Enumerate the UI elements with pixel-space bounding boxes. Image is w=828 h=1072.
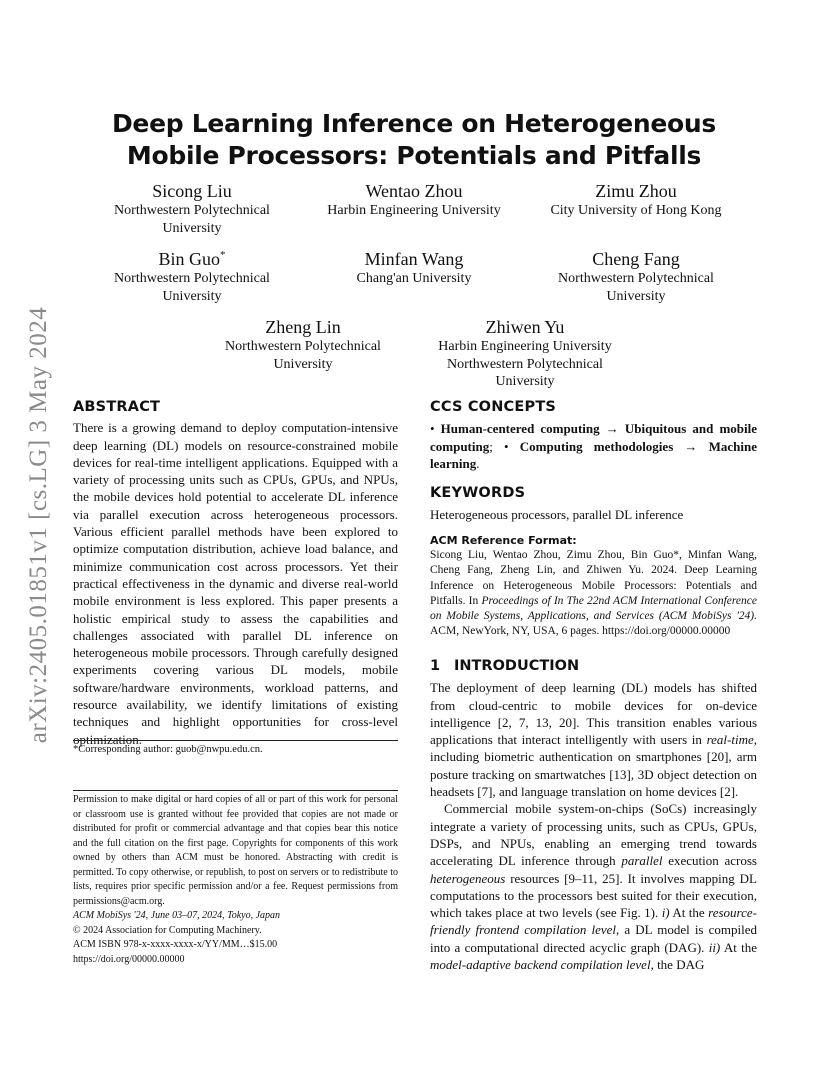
author-name: Zhiwen Yu — [485, 317, 565, 337]
section-heading: 1 INTRODUCTION — [430, 658, 580, 674]
author-name: Wentao Zhou — [365, 181, 463, 201]
keywords-heading: KEYWORDS — [430, 485, 526, 501]
intro-paragraph: The deployment of deep learning (DL) models has shifted from cloud-centric to mobile devices for on-device intelligence [2, 7, 13, 20]. This transition enables various applications that interact intelligently with users in real-time, including biometric authentication on smartphones [20], arm posture tracking on smartwatches [13], 3D object detection on headsets [7], and language translation on home devices [2]. — [430, 680, 757, 800]
author-block — [299, 180, 529, 220]
ccs-item: Computing methodologies → Machine learning — [430, 438, 757, 471]
author-name: Sicong Liu — [152, 181, 232, 201]
abstract-text: There is a growing demand to deploy computation-intensive deep learning (DL) models on resource-constrained mobile devices for real-time intelligent applications. Equipped with a variety of processing units such as CPUs, GPUs, and NPUs, the mobile devices hold potential to accelerate DL inference via parallel execution across heterogeneous processors. Various efficient parallel methods have been explored to optimize computation distribution, achieve load balance, and minimize communication cost across processors. Yet their practical effectiveness in the dynamic and diverse real-world mobile environment is less explored. This paper presents a holistic empirical study to assess the capabilities and challenges associated with parallel DL inference on heterogeneous mobile processors. Through carefully designed experiments covering various DL models, mobile software/hardware environments, workload patterns, and resource availability, we identify limitations of existing techniques and highlight opportunities for cross-level optimization. — [73, 420, 398, 747]
end-mark: . — [476, 455, 480, 471]
author-affiliation: Chang'an University — [356, 271, 472, 286]
bullet: • — [430, 421, 435, 437]
author-affiliation: Northwestern Polytechnical — [225, 339, 381, 354]
introduction-section — [430, 658, 757, 973]
intro-paragraph: Commercial mobile system-on-chips (SoCs) increasingly integrate a variety of processing units, such as CPUs, GPUs, DSPs, and NPUs, enabling an emerging trend towards accelerating DL inference through parallel execution across heterogeneous resources [9–11, 25]. It involves mapping DL computations to the processors best suited for their execution, which takes place at two levels (see Fig. 1). i) At the resource-friendly frontend compilation level, a DL model is compiled into a computational directed acyclic graph (DAG). ii) At the model-adaptive backend compilation level, the DAG — [430, 801, 757, 973]
doi-line: https://doi.org/00000.00000 — [73, 953, 185, 965]
author-affiliation: Northwestern Polytechnical — [558, 271, 714, 286]
separator: ; — [489, 438, 505, 454]
bullet: • — [504, 438, 509, 454]
ccs-concepts — [430, 420, 757, 472]
author-affiliation: University — [273, 356, 333, 372]
arxiv-identifier: arXiv:2405.01851v1 [cs.LG] 3 May 2024 — [25, 306, 52, 744]
keywords-text: Heterogeneous processors, parallel DL inference — [430, 507, 684, 523]
ccs-heading: CCS CONCEPTS — [430, 399, 557, 415]
acm-reference — [430, 533, 757, 639]
footnote: *Corresponding author: guob@nwpu.edu.cn. — [73, 744, 263, 755]
conference-line: ACM MobiSys '24, June 03–07, 2024, Tokyo, Japan — [73, 910, 281, 921]
author-affiliation: University — [162, 220, 222, 236]
author-name: Cheng Fang — [592, 249, 680, 269]
author-block — [299, 248, 529, 288]
author-affiliation: Harbin Engineering University — [327, 203, 501, 218]
author-affiliation: Northwestern Polytechnical — [114, 203, 270, 218]
author-name: Minfan Wang — [364, 249, 464, 269]
keywords-section — [430, 485, 757, 524]
author-block — [188, 316, 418, 373]
corresponding-mark: * — [220, 249, 226, 261]
abstract-section — [73, 399, 398, 748]
author-block — [77, 248, 307, 305]
copyright-line: © 2024 Association for Computing Machinery. — [73, 924, 262, 936]
author-block — [521, 180, 751, 220]
author-name: Bin Guo* — [158, 249, 226, 269]
arxiv-sidebar — [22, 285, 56, 765]
ccs-item: Human-centered computing → Ubiquitous and mobile computing — [430, 421, 758, 454]
author-name: Zheng Lin — [265, 317, 341, 337]
author-name: Zimu Zhou — [595, 181, 677, 201]
author-affiliation: University — [495, 374, 555, 389]
acm-reference-heading: ACM Reference Format: — [430, 534, 577, 547]
acm-reference-text: Sicong Liu, Wentao Zhou, Zimu Zhou, Bin Guo*, Minfan Wang, Cheng Fang, Zheng Lin, and Zhiwen Yu. 2024. Deep Learning Inference on Heterogeneous Mobile Processors: Potentials and Pitfalls. In Proceedings of In The 22nd ACM International Conference on Mobile Systems, Applications, and Services (ACM MobiSys '24). ACM, NewYork, NY, USA, 6 pages. https://doi.org/00000.00000 — [430, 549, 757, 638]
ccs-section — [430, 399, 757, 472]
permission-block — [73, 793, 398, 967]
author-affiliation: Northwestern Polytechnical — [447, 356, 603, 372]
abstract-heading: ABSTRACT — [73, 399, 161, 415]
author-block — [521, 248, 751, 305]
footnote-rule — [73, 740, 398, 741]
author-block — [410, 316, 640, 391]
author-affiliation: University — [606, 288, 666, 304]
permission-rule — [73, 790, 398, 791]
isbn-line: ACM ISBN 978-x-xxxx-xxxx-x/YY/MM…$15.00 — [73, 939, 278, 950]
author-affiliation: City University of Hong Kong — [550, 203, 722, 218]
author-affiliation: Harbin Engineering University — [438, 339, 612, 354]
paper-title: Deep Learning Inference on Heterogeneous Mobile Processors: Potentials and Pitfalls — [111, 109, 717, 170]
author-affiliation: Northwestern Polytechnical — [114, 271, 270, 286]
permission-text: Permission to make digital or hard copies of all or part of this work for personal or classroom use is granted without fee provided that copies are not made or distributed for profit or commercial advantage and that copies bear this notice and the full citation on the first page. Copyrights for components of this work owned by others than ACM must be honored. Abstracting with credit is permitted. To copy otherwise, or republish, to post on servers or to redistribute to lists, requires prior specific permission and/or a fee. Request permissions from permissions@acm.org. — [73, 794, 398, 907]
author-block — [77, 180, 307, 237]
author-affiliation: University — [162, 288, 222, 304]
